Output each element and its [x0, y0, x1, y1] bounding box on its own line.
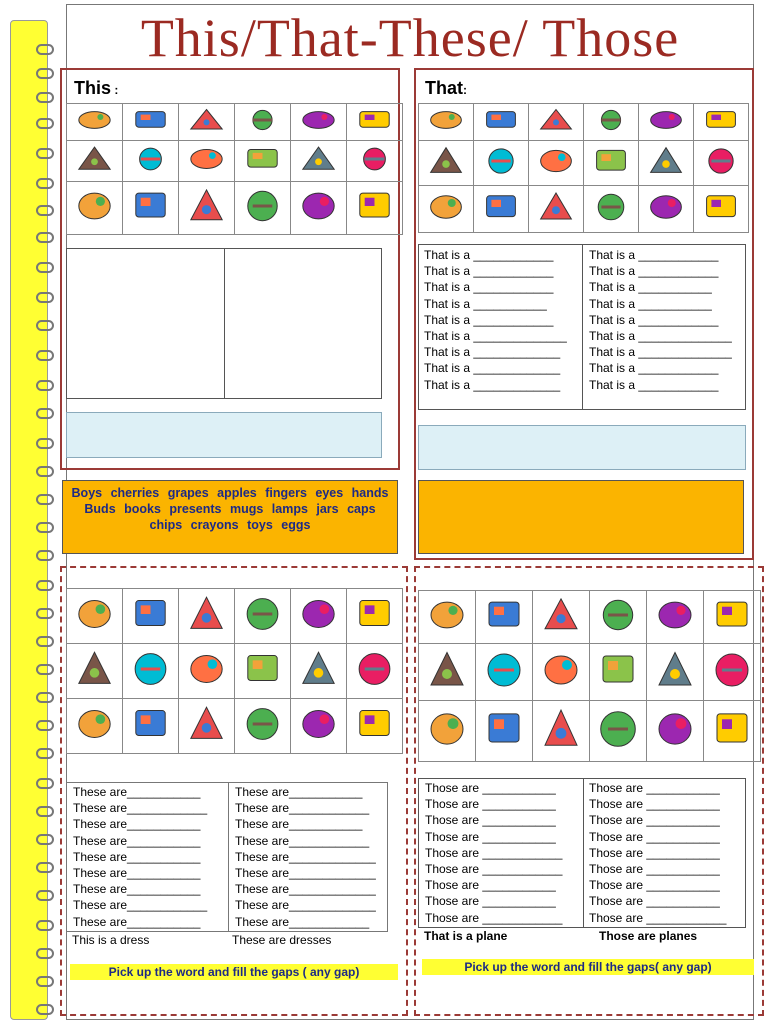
these-picture-grid — [66, 588, 403, 754]
blank-sentence[interactable]: Those are ___________ — [425, 797, 556, 812]
binder-ring — [36, 948, 54, 959]
picture-cell — [123, 699, 179, 754]
binder-ring — [36, 778, 54, 789]
that-heading — [425, 78, 467, 99]
picture-cell — [704, 591, 761, 644]
picture-cell — [647, 701, 704, 762]
blank-sentence[interactable]: That is a ___________ — [424, 296, 547, 311]
blank-sentence[interactable]: Those are ___________ — [589, 845, 720, 860]
binder-ring — [36, 920, 54, 931]
this-blue-box[interactable] — [66, 412, 382, 458]
picture-cell — [694, 104, 749, 141]
picture-cell — [476, 701, 533, 762]
blank-sentence[interactable]: Those are ___________ — [589, 781, 720, 795]
crane-icon — [697, 187, 745, 232]
stars-icon — [593, 645, 643, 700]
picture-cell — [529, 104, 584, 141]
binder-ring — [36, 608, 54, 619]
that-heading-word: That — [425, 78, 463, 98]
blank-sentence[interactable]: These are___________ — [73, 882, 201, 897]
picture-cell — [474, 141, 529, 186]
axe-icon — [294, 142, 343, 181]
picture-cell — [123, 182, 179, 235]
blank-sentence[interactable]: These are_____________ — [235, 898, 376, 913]
picture-cell — [476, 644, 533, 701]
eggs-nest-icon — [350, 700, 399, 753]
blank-sentence[interactable]: That is a ___________ — [589, 280, 712, 295]
tent-icon — [642, 187, 690, 232]
binder-ring — [36, 748, 54, 759]
picture-cell — [419, 701, 476, 762]
picture-cell — [419, 644, 476, 701]
binder-ring — [36, 494, 54, 505]
blank-sentence[interactable]: Those are ___________ — [589, 878, 720, 893]
picture-cell — [639, 141, 694, 186]
blank-sentence[interactable]: These are___________ — [73, 849, 201, 864]
picture-cell — [529, 186, 584, 233]
that-col-1 — [424, 247, 582, 409]
picture-cell — [590, 701, 647, 762]
picture-cell — [694, 186, 749, 233]
blank-sentence[interactable]: These are____________ — [235, 914, 370, 929]
blank-sentence[interactable]: That is a ____________ — [589, 361, 719, 376]
birds-icon — [479, 702, 529, 761]
binder-ring — [36, 862, 54, 873]
car-icon — [182, 105, 231, 140]
hands-icon — [70, 645, 119, 698]
bells-icon — [126, 700, 175, 753]
picture-cell — [179, 644, 235, 699]
pan-icon — [182, 142, 231, 181]
plane-icon — [587, 105, 635, 140]
cat-icon — [238, 183, 287, 234]
blank-sentence[interactable]: Those are ____________ — [589, 910, 727, 925]
truck-icon — [422, 645, 472, 700]
picture-cell — [291, 699, 347, 754]
blank-sentence[interactable]: That is a ______________ — [589, 329, 732, 344]
blank-sentence[interactable]: Those are ____________ — [425, 910, 563, 925]
blank-sentence[interactable]: That is a ____________ — [424, 280, 554, 295]
blank-sentence[interactable]: That is a _____________ — [424, 377, 561, 392]
ring-icon — [182, 183, 231, 234]
those-col-2 — [589, 780, 745, 927]
blocks-icon — [294, 700, 343, 753]
picture-cell — [67, 182, 123, 235]
ship-icon — [477, 142, 525, 185]
picture-cell — [179, 182, 235, 235]
picture-cell — [179, 589, 235, 644]
that-heading-colon: : — [463, 83, 467, 97]
picture-cell — [533, 701, 590, 762]
squirrel-icon — [70, 105, 119, 140]
eyes-icon — [350, 590, 399, 643]
word-box — [62, 480, 398, 554]
this-heading-word: This — [74, 78, 112, 98]
blank-sentence[interactable]: That is a ____________ — [424, 264, 554, 279]
those-example-left: That is a plane — [424, 929, 508, 943]
ball-icon — [350, 142, 399, 181]
picture-cell — [179, 699, 235, 754]
those-instruction: Pick up the word and fill the gaps( any gap) — [422, 959, 754, 975]
blank-sentence[interactable]: These are_____________ — [235, 849, 376, 864]
blank-sentence[interactable]: These are____________ — [235, 833, 370, 848]
binder-ring — [36, 350, 54, 361]
binder-ring — [36, 262, 54, 273]
watering-can-icon — [294, 183, 343, 234]
picture-cell — [419, 141, 474, 186]
fish-icon — [422, 142, 470, 185]
those-col-1 — [425, 780, 583, 927]
blank-sentence[interactable]: These are____________ — [73, 898, 208, 913]
these-example-left: This is a dress — [72, 933, 150, 947]
picture-cell — [235, 104, 291, 141]
blank-sentence[interactable]: That is a ____________ — [589, 248, 719, 262]
these-instruction: Pick up the word and fill the gaps ( any gap) — [70, 964, 398, 980]
picture-cell — [235, 644, 291, 699]
fireworks-icon — [593, 702, 643, 761]
binder-ring — [36, 720, 54, 731]
blank-sentence[interactable]: Those are ____________ — [425, 845, 563, 860]
mountain-icon — [536, 645, 586, 700]
picture-cell — [67, 644, 123, 699]
picture-cell — [123, 141, 179, 182]
picture-cell — [647, 591, 704, 644]
kids-icon — [70, 590, 119, 643]
blank-sentence[interactable]: That is a ______________ — [424, 329, 567, 344]
blank-sentence[interactable]: These are___________ — [73, 785, 201, 799]
pond-icon — [650, 645, 700, 700]
tulips-icon — [126, 645, 175, 698]
mug-icon — [70, 142, 119, 181]
bus-icon — [642, 105, 690, 140]
picture-cell — [235, 699, 291, 754]
blank-sentence[interactable]: These are____________ — [235, 801, 370, 816]
binder-ring — [36, 664, 54, 675]
book-icon — [70, 183, 119, 234]
picture-cell — [529, 141, 584, 186]
binder-ring — [36, 232, 54, 243]
blank-sentence[interactable]: These are____________ — [73, 801, 208, 816]
blank-sentence[interactable]: These are___________ — [235, 785, 363, 799]
blank-sentence[interactable]: That is a _____________ — [424, 345, 561, 360]
binder-ring — [36, 580, 54, 591]
fan-icon — [126, 105, 175, 140]
picture-cell — [291, 644, 347, 699]
picture-cell — [694, 141, 749, 186]
blank-sentence[interactable]: That is a ______________ — [589, 345, 732, 360]
blank-sentence[interactable]: That is a _____________ — [424, 361, 561, 376]
that-picture-grid — [418, 103, 749, 233]
this-picture-grid — [66, 103, 403, 235]
picture-cell — [476, 591, 533, 644]
this-answer-box[interactable] — [66, 248, 382, 399]
this-heading — [74, 78, 118, 99]
those-col-divider — [583, 779, 584, 927]
binder-ring — [36, 1004, 54, 1015]
that-blue-box[interactable] — [418, 425, 746, 470]
blank-sentence[interactable]: Those are ___________ — [425, 829, 556, 844]
binder-ring — [36, 890, 54, 901]
picture-cell — [291, 104, 347, 141]
that-col-2 — [589, 247, 745, 409]
page-title: This/That-These/ Those — [140, 8, 680, 68]
towel-icon — [294, 105, 343, 140]
binder-ring — [36, 148, 54, 159]
batteries-icon — [238, 700, 287, 753]
blank-sentence[interactable]: Those are ___________ — [425, 878, 556, 893]
binder-ring — [36, 68, 54, 79]
those-picture-grid — [418, 590, 761, 762]
those-sentence-list[interactable] — [418, 778, 746, 928]
binder-ring — [36, 292, 54, 303]
blank-sentence[interactable]: Those are ___________ — [425, 813, 556, 828]
basket-icon — [238, 590, 287, 643]
binder-ring — [36, 806, 54, 817]
picture-cell — [179, 141, 235, 182]
picture-cell — [590, 591, 647, 644]
key-icon — [350, 183, 399, 234]
binder-ring — [36, 92, 54, 103]
picture-cell — [419, 104, 474, 141]
blank-sentence[interactable]: Those are ___________ — [589, 829, 720, 844]
that-col-divider — [582, 245, 583, 409]
blank-sentence[interactable]: These are_____________ — [235, 866, 376, 881]
island-icon — [642, 142, 690, 185]
picture-cell — [291, 589, 347, 644]
glove-icon — [294, 590, 343, 643]
binder-ring — [36, 205, 54, 216]
blank-sentence[interactable]: Those are ___________ — [589, 894, 720, 909]
house-icon — [707, 592, 757, 643]
binder-ring — [36, 438, 54, 449]
bag-icon — [126, 142, 175, 181]
blank-sentence[interactable]: These are___________ — [73, 866, 201, 881]
binder-ring — [36, 44, 54, 55]
word-line-2: Buds books presents mugs lamps jars caps — [84, 502, 376, 516]
binder-ring — [36, 692, 54, 703]
binder-ring — [36, 636, 54, 647]
picture-cell — [347, 699, 403, 754]
boat-icon — [477, 105, 525, 140]
picture-cell — [235, 589, 291, 644]
zebras-icon — [536, 592, 586, 643]
picture-cell — [347, 644, 403, 699]
picture-cell — [235, 182, 291, 235]
that-orange-box[interactable] — [418, 480, 744, 554]
books-icon — [182, 645, 231, 698]
rockets-icon — [422, 592, 472, 643]
bell-icon — [350, 105, 399, 140]
binder-ring — [36, 466, 54, 477]
picture-cell — [639, 104, 694, 141]
picture-cell — [123, 589, 179, 644]
those-example-right: Those are planes — [599, 929, 698, 943]
jars-icon — [70, 700, 119, 753]
blank-sentence[interactable]: Those are ___________ — [589, 862, 720, 877]
binder-ring — [36, 976, 54, 987]
balloon-icon — [422, 187, 470, 232]
cloud-icon — [532, 105, 580, 140]
blank-sentence[interactable]: These are___________ — [235, 817, 363, 832]
blank-sentence[interactable]: That is a ____________ — [424, 248, 554, 262]
picture-cell — [647, 644, 704, 701]
lions-icon — [479, 592, 529, 643]
picture-cell — [347, 182, 403, 235]
blank-sentence[interactable]: These are___________ — [73, 817, 201, 832]
grapes-icon — [182, 590, 231, 643]
picture-cell — [291, 141, 347, 182]
word-line-3: chips crayons toys eggs — [149, 518, 311, 532]
picture-cell — [179, 104, 235, 141]
picture-cell — [590, 644, 647, 701]
goat-icon — [707, 702, 757, 761]
table-icon — [126, 183, 175, 234]
runners-icon — [650, 592, 700, 643]
blank-sentence[interactable]: These are___________ — [73, 833, 201, 848]
mugs-icon — [294, 645, 343, 698]
binder-ring — [36, 834, 54, 845]
picture-cell — [67, 589, 123, 644]
blank-sentence[interactable]: Those are ___________ — [589, 813, 720, 828]
soap-icon — [238, 105, 287, 140]
rocket-icon — [532, 187, 580, 232]
road-icon — [536, 702, 586, 761]
binder-ring — [36, 550, 54, 561]
tiger-icon — [532, 142, 580, 185]
nest-icon — [593, 592, 643, 643]
picture-cell — [639, 186, 694, 233]
this-answer-divider — [224, 249, 225, 398]
binder-ring — [36, 522, 54, 533]
picture-cell — [474, 186, 529, 233]
cloud-face-icon — [697, 142, 745, 185]
word-line-1: Boys cherries grapes apples fingers eyes hands — [71, 486, 389, 500]
picture-cell — [533, 644, 590, 701]
butterfly-icon — [477, 187, 525, 232]
dragonfly-icon — [707, 645, 757, 700]
sun-icon — [587, 142, 635, 185]
picture-cell — [67, 104, 123, 141]
blank-sentence[interactable]: That is a ___________ — [589, 296, 712, 311]
these-col-2 — [235, 784, 387, 931]
picture-cell — [533, 591, 590, 644]
picture-cell — [704, 701, 761, 762]
blank-sentence[interactable]: That is a ____________ — [589, 264, 719, 279]
picture-cell — [291, 182, 347, 235]
picture-cell — [123, 644, 179, 699]
binder-ring — [36, 320, 54, 331]
presents-icon — [238, 645, 287, 698]
picture-cell — [584, 104, 639, 141]
blank-sentence[interactable]: These are___________ — [73, 914, 201, 929]
blank-sentence[interactable]: Those are ___________ — [425, 894, 556, 909]
picture-cell — [584, 186, 639, 233]
picture-cell — [123, 104, 179, 141]
picture-cell — [67, 699, 123, 754]
chips-icon — [182, 700, 231, 753]
giraffe-icon — [697, 105, 745, 140]
picture-cell — [67, 141, 123, 182]
lamps-icon — [350, 645, 399, 698]
ant-icon — [238, 142, 287, 181]
picture-cell — [474, 104, 529, 141]
these-col-1 — [73, 784, 228, 931]
bat-icon — [650, 702, 700, 761]
palm-tree-icon — [587, 187, 635, 232]
these-sentence-list[interactable] — [66, 782, 388, 932]
blank-sentence[interactable]: Those are ___________ — [425, 781, 556, 795]
picture-cell — [584, 141, 639, 186]
binder-ring — [36, 118, 54, 129]
blank-sentence[interactable]: That is a ____________ — [424, 312, 554, 327]
dog-icon — [422, 105, 470, 140]
blank-sentence[interactable]: These are_____________ — [235, 882, 376, 897]
blank-sentence[interactable]: That is a ____________ — [589, 312, 719, 327]
binder-ring — [36, 408, 54, 419]
cherries-icon — [126, 590, 175, 643]
picture-cell — [347, 104, 403, 141]
these-col-divider — [228, 783, 229, 931]
picture-cell — [235, 141, 291, 182]
blank-sentence[interactable]: That is a ____________ — [589, 377, 719, 392]
picture-cell — [419, 186, 474, 233]
wave-icon — [479, 645, 529, 700]
binder-ring — [36, 178, 54, 189]
blank-sentence[interactable]: Those are ____________ — [425, 862, 563, 877]
picture-cell — [347, 589, 403, 644]
blank-sentence[interactable]: Those are ___________ — [589, 797, 720, 812]
snowflakes-icon — [422, 702, 472, 761]
these-example-right: These are dresses — [232, 933, 332, 947]
picture-cell — [704, 644, 761, 701]
picture-cell — [347, 141, 403, 182]
binder-ring — [36, 380, 54, 391]
this-heading-colon: : — [111, 83, 119, 97]
that-sentence-list[interactable] — [418, 244, 746, 410]
picture-cell — [419, 591, 476, 644]
